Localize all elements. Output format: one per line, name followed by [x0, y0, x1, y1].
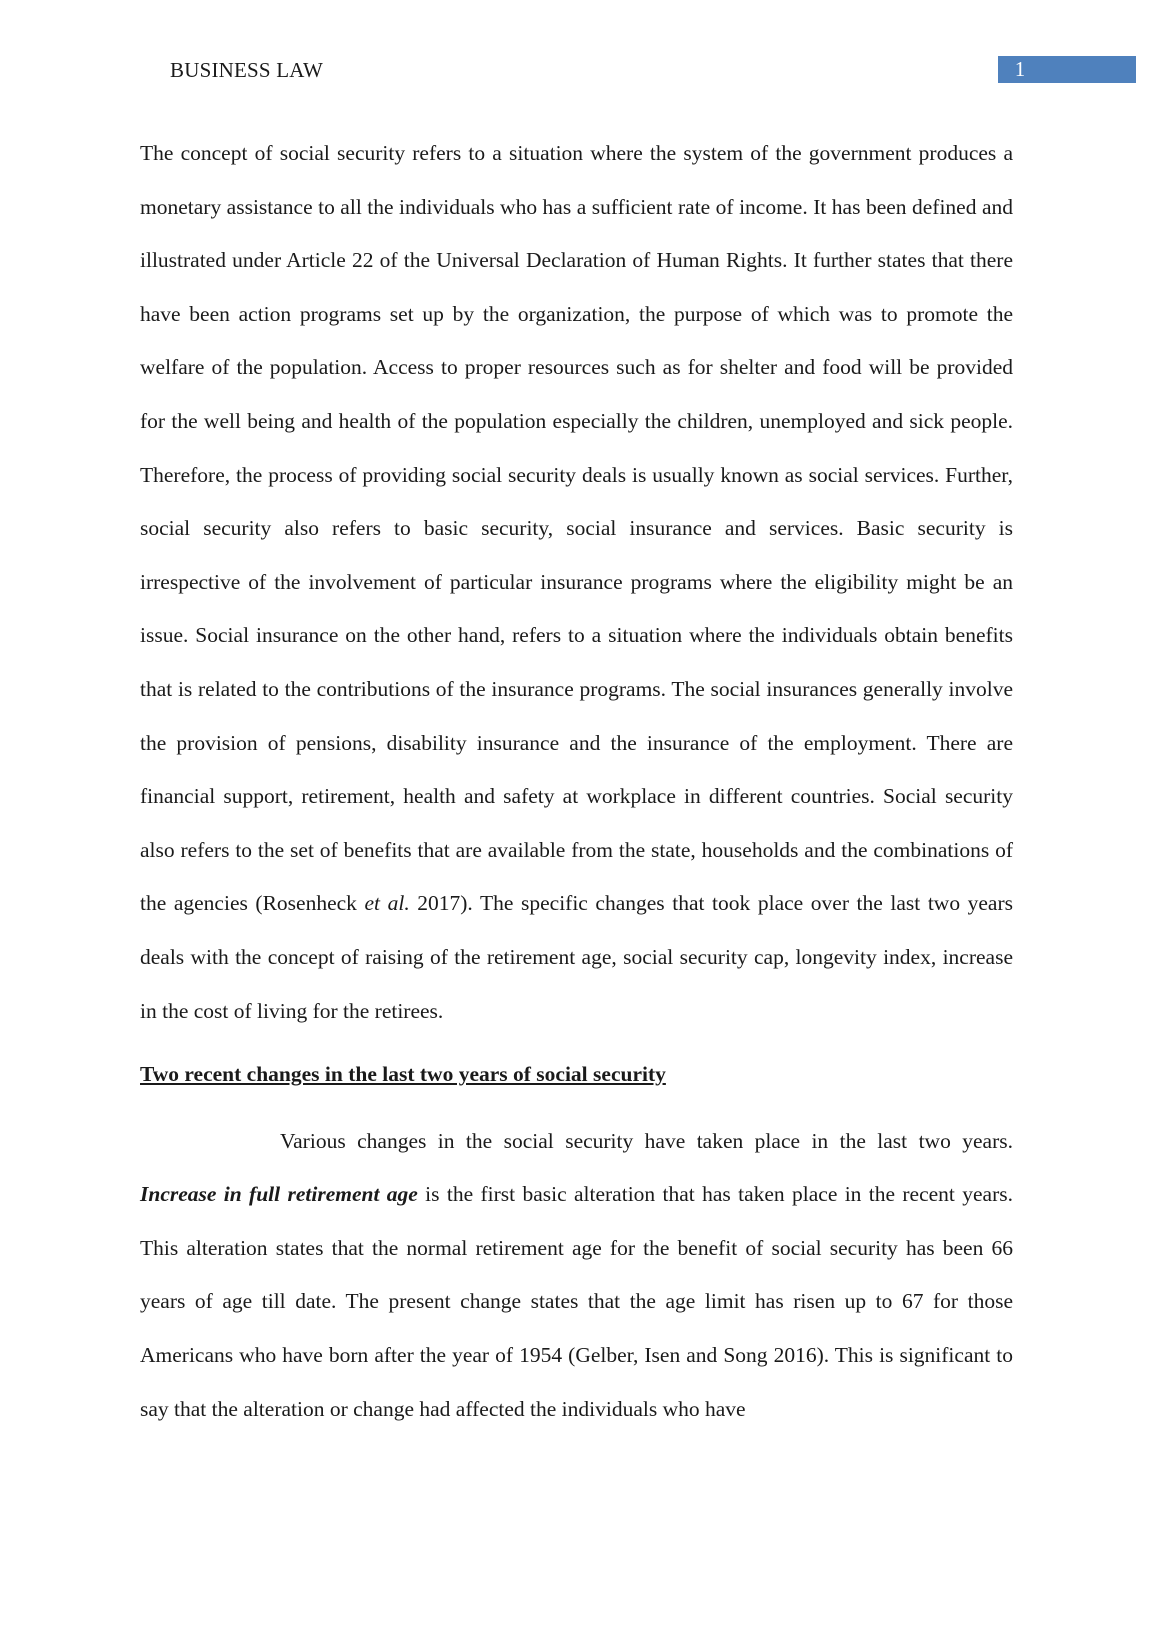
paragraph-recent-changes	[140, 1115, 1013, 1437]
paragraph-text: The concept of social security refers to a situation where the system of the government produces a monetary assistance to all the individuals who has a sufficient rate of income. It has been defined and illustrated under Article 22 of the Universal Declaration of Human Rights. It further states that there have been action programs set up by the organization, the purpose of which was to promote the welfare of the population. Access to proper resources such as for shelter and food will be provided for the well being and health of the population especially the children, unemployed and sick people. Therefore, the process of providing social security deals is usually known as social services. Further, social security also refers to basic security, social insurance and services. Basic security is irrespective of the involvement of particular insurance programs where the eligibility might be an issue. Social insurance on the other hand, refers to a situation where the individuals obtain benefits that is related to the contributions of the insurance programs. The social insurances generally involve the provision of pensions, disability insurance and the insurance of the employment. There are financial support, retirement, health and safety at workplace in different countries. Social security also refers to the set of benefits that are available from the state, households and the combinations of the agencies (Rosenheck	[140, 141, 1013, 916]
paragraph-text-continued: 2017). The specific changes that took place over the last two years deals with the concept of raising of the retirement age, social security cap, longevity index, increase in the cost of living for the retirees.	[140, 891, 1014, 1023]
document-body	[140, 127, 1013, 1436]
paragraph-intro: Various changes in the social security have taken place in the last two years.	[280, 1128, 1013, 1153]
paragraph-social-security-concept	[140, 127, 1013, 1038]
citation-et-al: et al.	[364, 891, 410, 916]
paragraph-text-rest: is the first basic alteration that has taken place in the recent years. This alteration states that the normal retirement age for the benefit of social security has been 66 years of age till date. The present change states that the age limit has risen up to 67 for those Americans who have born after the year of 1954 (Gelber, Isen and Song 2016). This is significant to say that the alteration or change had affected the individuals who have	[140, 1182, 1013, 1421]
running-header-title: BUSINESS LAW	[170, 58, 323, 82]
term-full-retirement-age: Increase in full retirement age	[140, 1182, 418, 1207]
section-heading: Two recent changes in the last two years of social security	[140, 1062, 666, 1087]
page-number: 1	[1014, 57, 1026, 81]
